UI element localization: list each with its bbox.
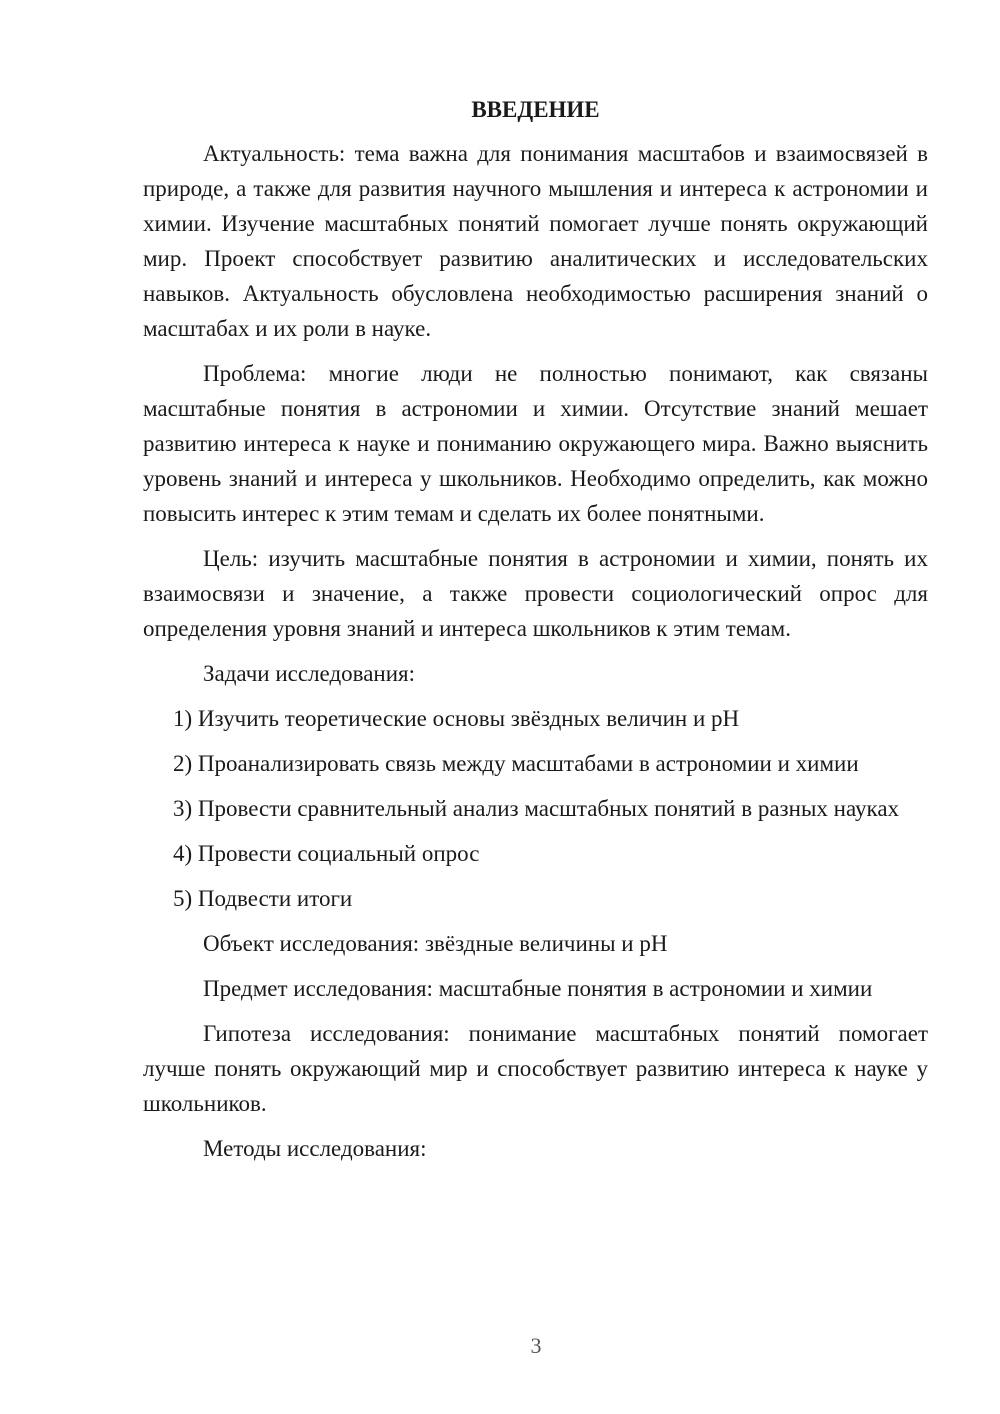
task-item-4: 4) Провести социальный опрос [173,841,480,866]
page-content [143,94,928,1176]
hypothesis-paragraph: Гипотеза исследования: понимание масштабных понятий помогает лучше понять окружающий мир и способствует развитию интереса к науке у школьников. [143,1021,928,1116]
methods-title: Методы исследования: [203,1136,427,1161]
tasks-title: Задачи исследования: [203,661,416,686]
task-item-5: 5) Подвести итоги [173,886,353,911]
task-item-3: 3) Провести сравнительный анализ масштабных понятий в разных науках [173,796,900,821]
section-heading: ВВЕДЕНИЕ [471,97,600,122]
goal-paragraph: Цель: изучить масштабные понятия в астрономии и химии, понять их взаимосвязи и значение, а также провести социологический опрос для определения уровня знаний и интереса школьников к этим темам. [143,546,928,641]
relevance-paragraph: Актуальность: тема важна для понимания масштабов и взаимосвязей в природе, а также для развития научного мышления и интереса к астрономии и химии. Изучение масштабных понятий помогает лучше понять окружающий мир. Проект способствует развитию аналитических и исследовательских навыков. Актуальность обусловлена необходимостью расширения знаний о масштабах и их роли в науке. [143,141,928,341]
page-number: 3 [530,1333,542,1358]
research-subject: Предмет исследования: масштабные понятия в астрономии и химии [203,976,873,1001]
task-item-2: 2) Проанализировать связь между масштабами в астрономии и химии [173,751,859,776]
problem-paragraph: Проблема: многие люди не полностью понимают, как связаны масштабные понятия в астрономии и химии. Отсутствие знаний мешает развитию интереса к науке и пониманию окружающего мира. Важно выяснить уровень знаний и интереса у школьников. Необходимо определить, как можно повысить интерес к этим темам и сделать их более понятными. [143,361,928,526]
task-item-1: 1) Изучить теоретические основы звёздных величин и pH [173,706,740,731]
research-object: Объект исследования: звёздные величины и pH [203,931,668,956]
